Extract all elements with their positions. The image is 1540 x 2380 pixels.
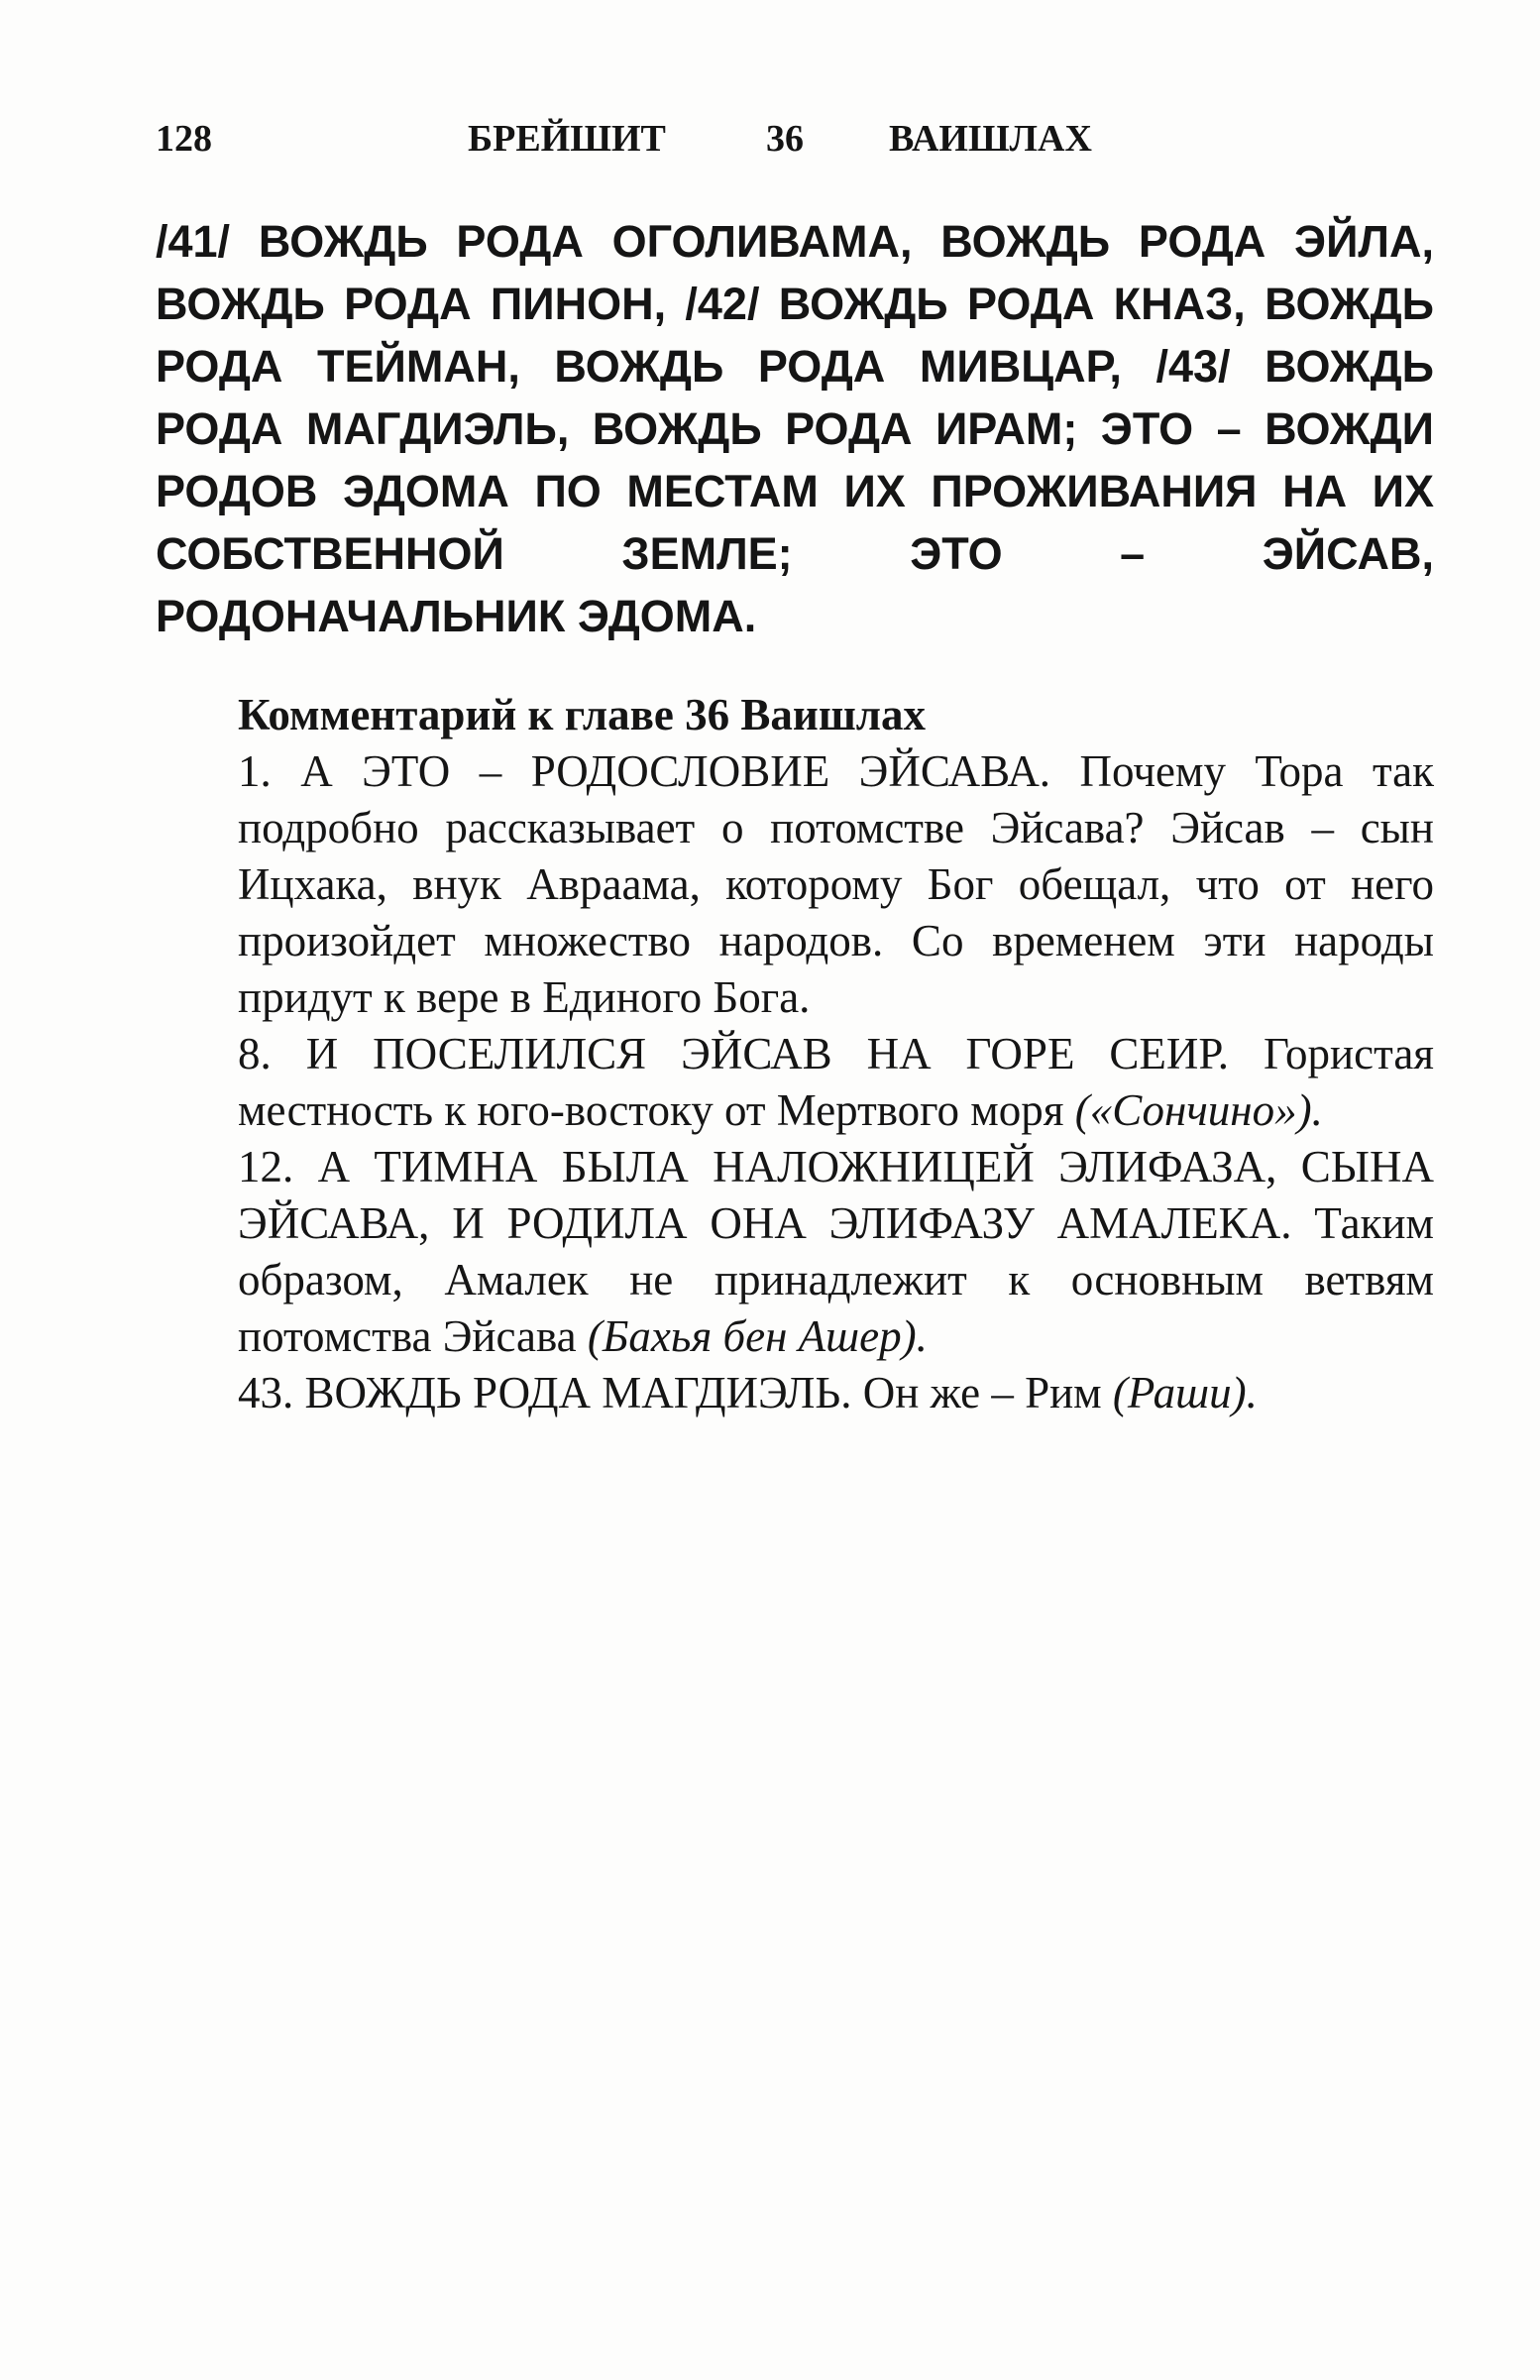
scripture-verse-text: /41/ ВОЖДЬ РОДА ОГОЛИВАМА, ВОЖДЬ РОДА ЭЙЛА, ВОЖДЬ РОДА ПИНОН, /42/ ВОЖДЬ РОДА КНАЗ, ВОЖДЬ РОДА ТЕЙМАН, ВОЖДЬ РОДА МИВЦАР, /43/ ВОЖДЬ РОДА МАГДИЭЛЬ, ВОЖДЬ РОДА ИРАМ; ЭТО – ВОЖДИ РОДОВ ЭДОМА ПО МЕСТАМ ИХ ПРОЖИВАНИЯ НА ИХ СОБСТВЕННОЙ ЗЕМЛЕ; ЭТО – ЭЙСАВ, РОДОНАЧАЛЬНИК ЭДОМА. bbox=[156, 216, 1434, 641]
note-source: (Бахья бен Ашер). bbox=[587, 1311, 928, 1361]
note-source: (Раши). bbox=[1112, 1368, 1258, 1417]
commentary-note bbox=[238, 1365, 1434, 1421]
page-number: 128 bbox=[156, 118, 212, 160]
parsha-title: ВАИШЛАХ bbox=[889, 118, 1092, 160]
note-source: («Сончино»). bbox=[1074, 1085, 1323, 1135]
note-text: 1. А ЭТО – РОДОСЛОВИЕ ЭЙСАВА. Почему Тора так подробно рассказывает о потомстве Эйсава? Эйсав – сын Ицхака, внук Авраама, которому Бог обещал, что от него произойдет множество народов. Со временем эти народы придут к вере в Единого Бога. bbox=[238, 746, 1434, 1022]
commentary-section bbox=[238, 687, 1434, 1421]
commentary-note bbox=[238, 1139, 1434, 1365]
commentary-note bbox=[238, 743, 1434, 1026]
note-text: 43. ВОЖДЬ РОДА МАГДИЭЛЬ. Он же – Рим bbox=[238, 1368, 1113, 1417]
chapter-number: 36 bbox=[766, 118, 804, 160]
book-title: БРЕЙШИТ bbox=[468, 118, 666, 160]
running-header bbox=[156, 117, 1434, 167]
commentary-note bbox=[238, 1026, 1434, 1139]
commentary-title: Комментарий к главе 36 Ваишлах bbox=[238, 690, 927, 739]
note-text: 12. А ТИМНА БЫЛА НАЛОЖНИЦЕЙ ЭЛИФАЗА, СЫНА ЭЙСАВА, И РОДИЛА ОНА ЭЛИФАЗУ АМАЛЕКА. Таким образом, Амалек не принадлежит к основным ветвям потомства Эйсава bbox=[238, 1142, 1434, 1361]
note-text: 8. И ПОСЕЛИЛСЯ ЭЙСАВ НА ГОРЕ СЕИР. Гористая местность к юго-востоку от Мертвого моря bbox=[238, 1029, 1434, 1135]
